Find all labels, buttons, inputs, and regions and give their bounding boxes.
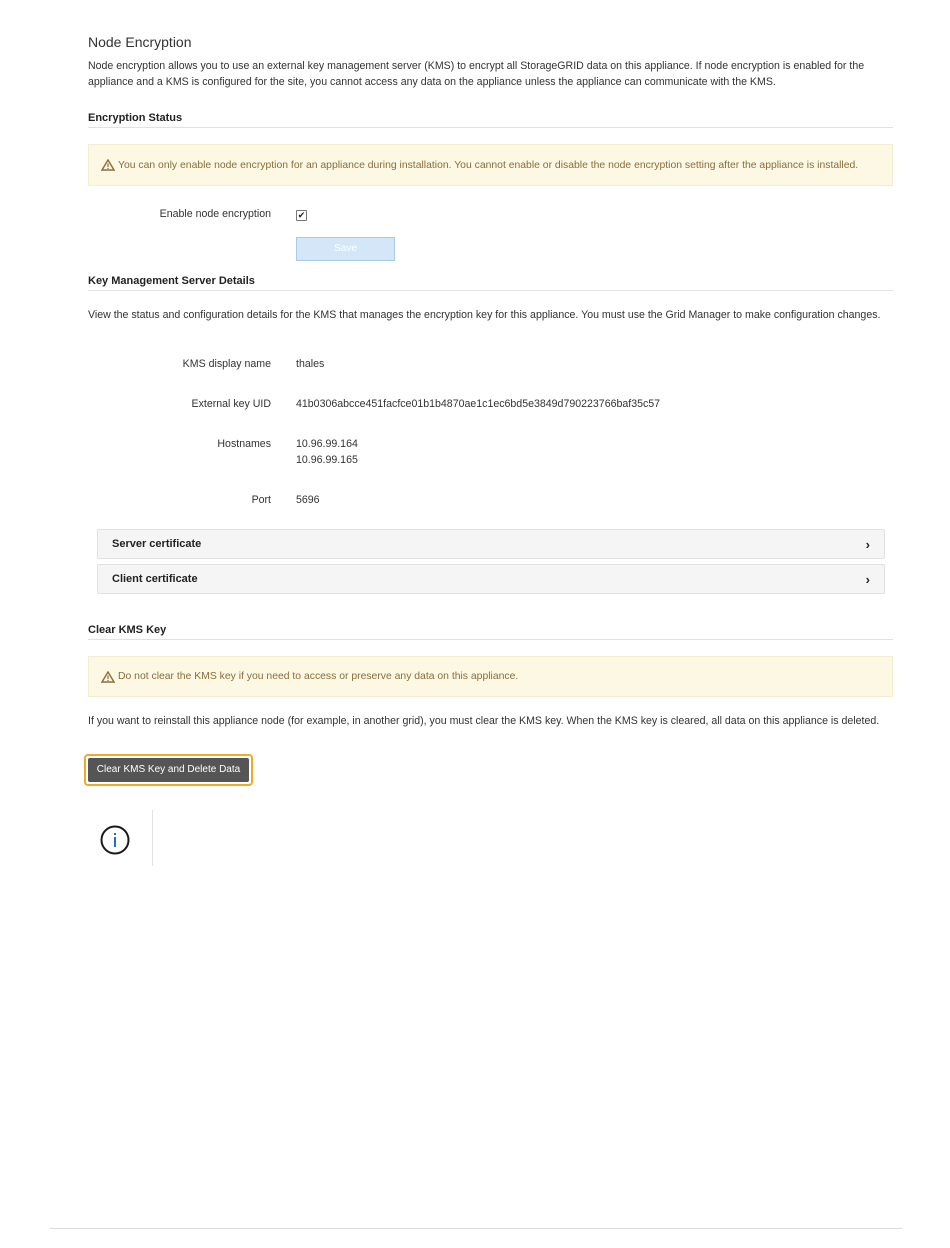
hostnames-label: Hostnames <box>217 438 271 450</box>
client-certificate-title: Client certificate <box>112 573 198 585</box>
warning-icon <box>101 159 115 171</box>
enable-node-encryption-checkbox[interactable]: ✔ <box>297 210 306 220</box>
server-certificate-panel[interactable] <box>97 529 885 559</box>
port-value: 5696 <box>296 494 320 506</box>
encryption-warning-alert <box>88 144 893 186</box>
encryption-status-heading: Encryption Status <box>88 112 183 124</box>
section-divider <box>88 290 893 291</box>
warning-icon <box>101 671 115 683</box>
enable-node-encryption-label: Enable node encryption <box>159 208 271 220</box>
info-icon <box>100 825 130 855</box>
client-certificate-panel[interactable] <box>97 564 885 594</box>
clear-kms-warning-text: Do not clear the KMS key if you need to access or preserve any data on this appliance. <box>118 671 519 682</box>
clear-kms-key-button[interactable]: Clear KMS Key and Delete Data <box>88 758 249 782</box>
kms-details-heading: Key Management Server Details <box>88 275 255 287</box>
section-divider <box>88 639 893 640</box>
chevron-right-icon: › <box>865 536 870 552</box>
footer-divider <box>50 1228 902 1229</box>
kms-display-name-value: thales <box>296 358 325 370</box>
clear-kms-heading: Clear KMS Key <box>88 624 167 636</box>
port-label: Port <box>251 494 271 506</box>
server-certificate-title: Server certificate <box>112 538 202 550</box>
page-title: Node Encryption <box>88 34 192 50</box>
encryption-warning-text: You can only enable node encryption for an appliance during installation. You cannot enable or disable the node encryption setting after the appliance is installed. <box>118 159 859 171</box>
save-button[interactable]: Save <box>296 237 395 261</box>
section-divider <box>88 127 893 128</box>
chevron-right-icon: › <box>865 571 870 587</box>
clear-kms-description: If you want to reinstall this appliance node (for example, in another grid), you must clear the KMS key. When the KMS key is cleared, all data on this appliance is deleted. <box>88 715 880 727</box>
clear-kms-warning-alert <box>88 656 893 697</box>
hostname-value: 10.96.99.165 <box>296 454 358 466</box>
kms-details-description: View the status and configuration details for the KMS that manages the encryption key for this appliance. You must use the Grid Manager to make configuration changes. <box>88 309 881 321</box>
external-key-uid-value: 41b0306abcce451facfce01b1b4870ae1c1ec6bd5e3849d790223766baf35c57 <box>296 398 661 410</box>
hostname-value: 10.96.99.164 <box>296 438 358 450</box>
kms-display-name-label: KMS display name <box>182 358 271 370</box>
info-divider <box>152 810 153 866</box>
intro-text: Node encryption allows you to use an external key management server (KMS) to encrypt all StorageGRID data on this appliance. If node encryption is enabled for the appliance and a KMS is configured for the site, you cannot access any data on the appliance unless the appliance can communicate with the KMS. <box>88 60 865 88</box>
external-key-uid-label: External key UID <box>191 398 271 410</box>
